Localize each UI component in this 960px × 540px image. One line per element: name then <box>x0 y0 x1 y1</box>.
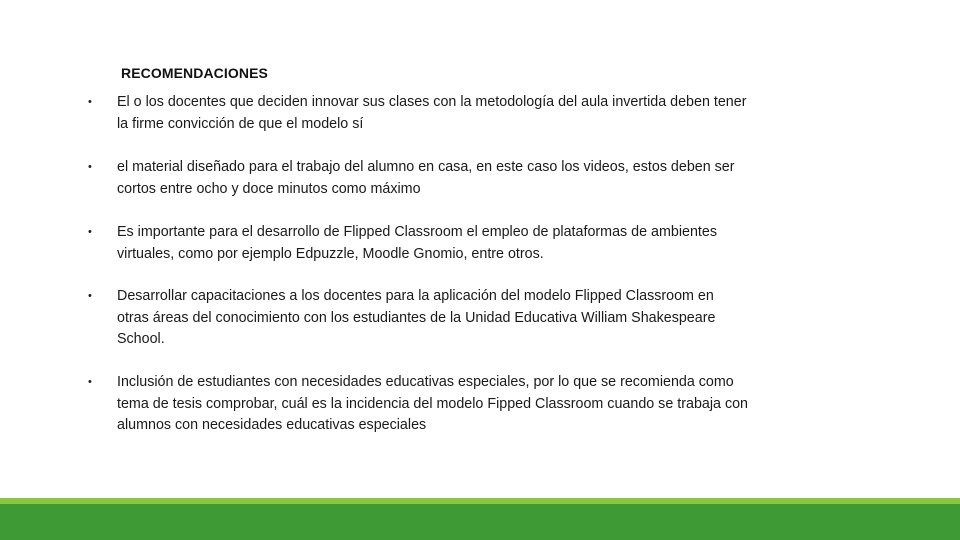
bullet-icon: • <box>88 376 92 388</box>
list-item-text: el material diseñado para el trabajo del alumno en casa, en este caso los videos, estos deben ser cortos entre ocho y doce minutos como máximo <box>117 159 735 197</box>
list-item <box>88 92 748 135</box>
list-item <box>88 222 748 265</box>
list-item-text: Inclusión de estudiantes con necesidades educativas especiales, por lo que se recomienda como tema de tesis comprobar, cuál es la incidencia del modelo Fipped Classroom cuando se trabaja con alumnos con necesidades educativas especiales <box>117 374 748 433</box>
list-item-text: Desarrollar capacitaciones a los docentes para la aplicación del modelo Flipped Classroom en otras áreas del conocimiento con los estudiantes de la Unidad Educativa William Shakespeare School. <box>117 288 716 347</box>
list-item-text: Es importante para el desarrollo de Flipped Classroom el empleo de plataformas de ambientes virtuales, como por ejemplo Edpuzzle, Moodle Gnomio, entre otros. <box>117 224 717 262</box>
bullet-icon: • <box>88 96 92 108</box>
list-item <box>88 372 748 437</box>
list-item <box>88 286 748 351</box>
footer-bar <box>0 504 960 540</box>
bullet-icon: • <box>88 161 92 173</box>
bullet-icon: • <box>88 226 92 238</box>
list-item <box>88 157 748 200</box>
bullet-icon: • <box>88 290 92 302</box>
list-item-text: El o los docentes que deciden innovar sus clases con la metodología del aula invertida deben tener la firme convicción de que el modelo sí <box>117 94 747 132</box>
slide-title: RECOMENDACIONES <box>121 65 268 81</box>
